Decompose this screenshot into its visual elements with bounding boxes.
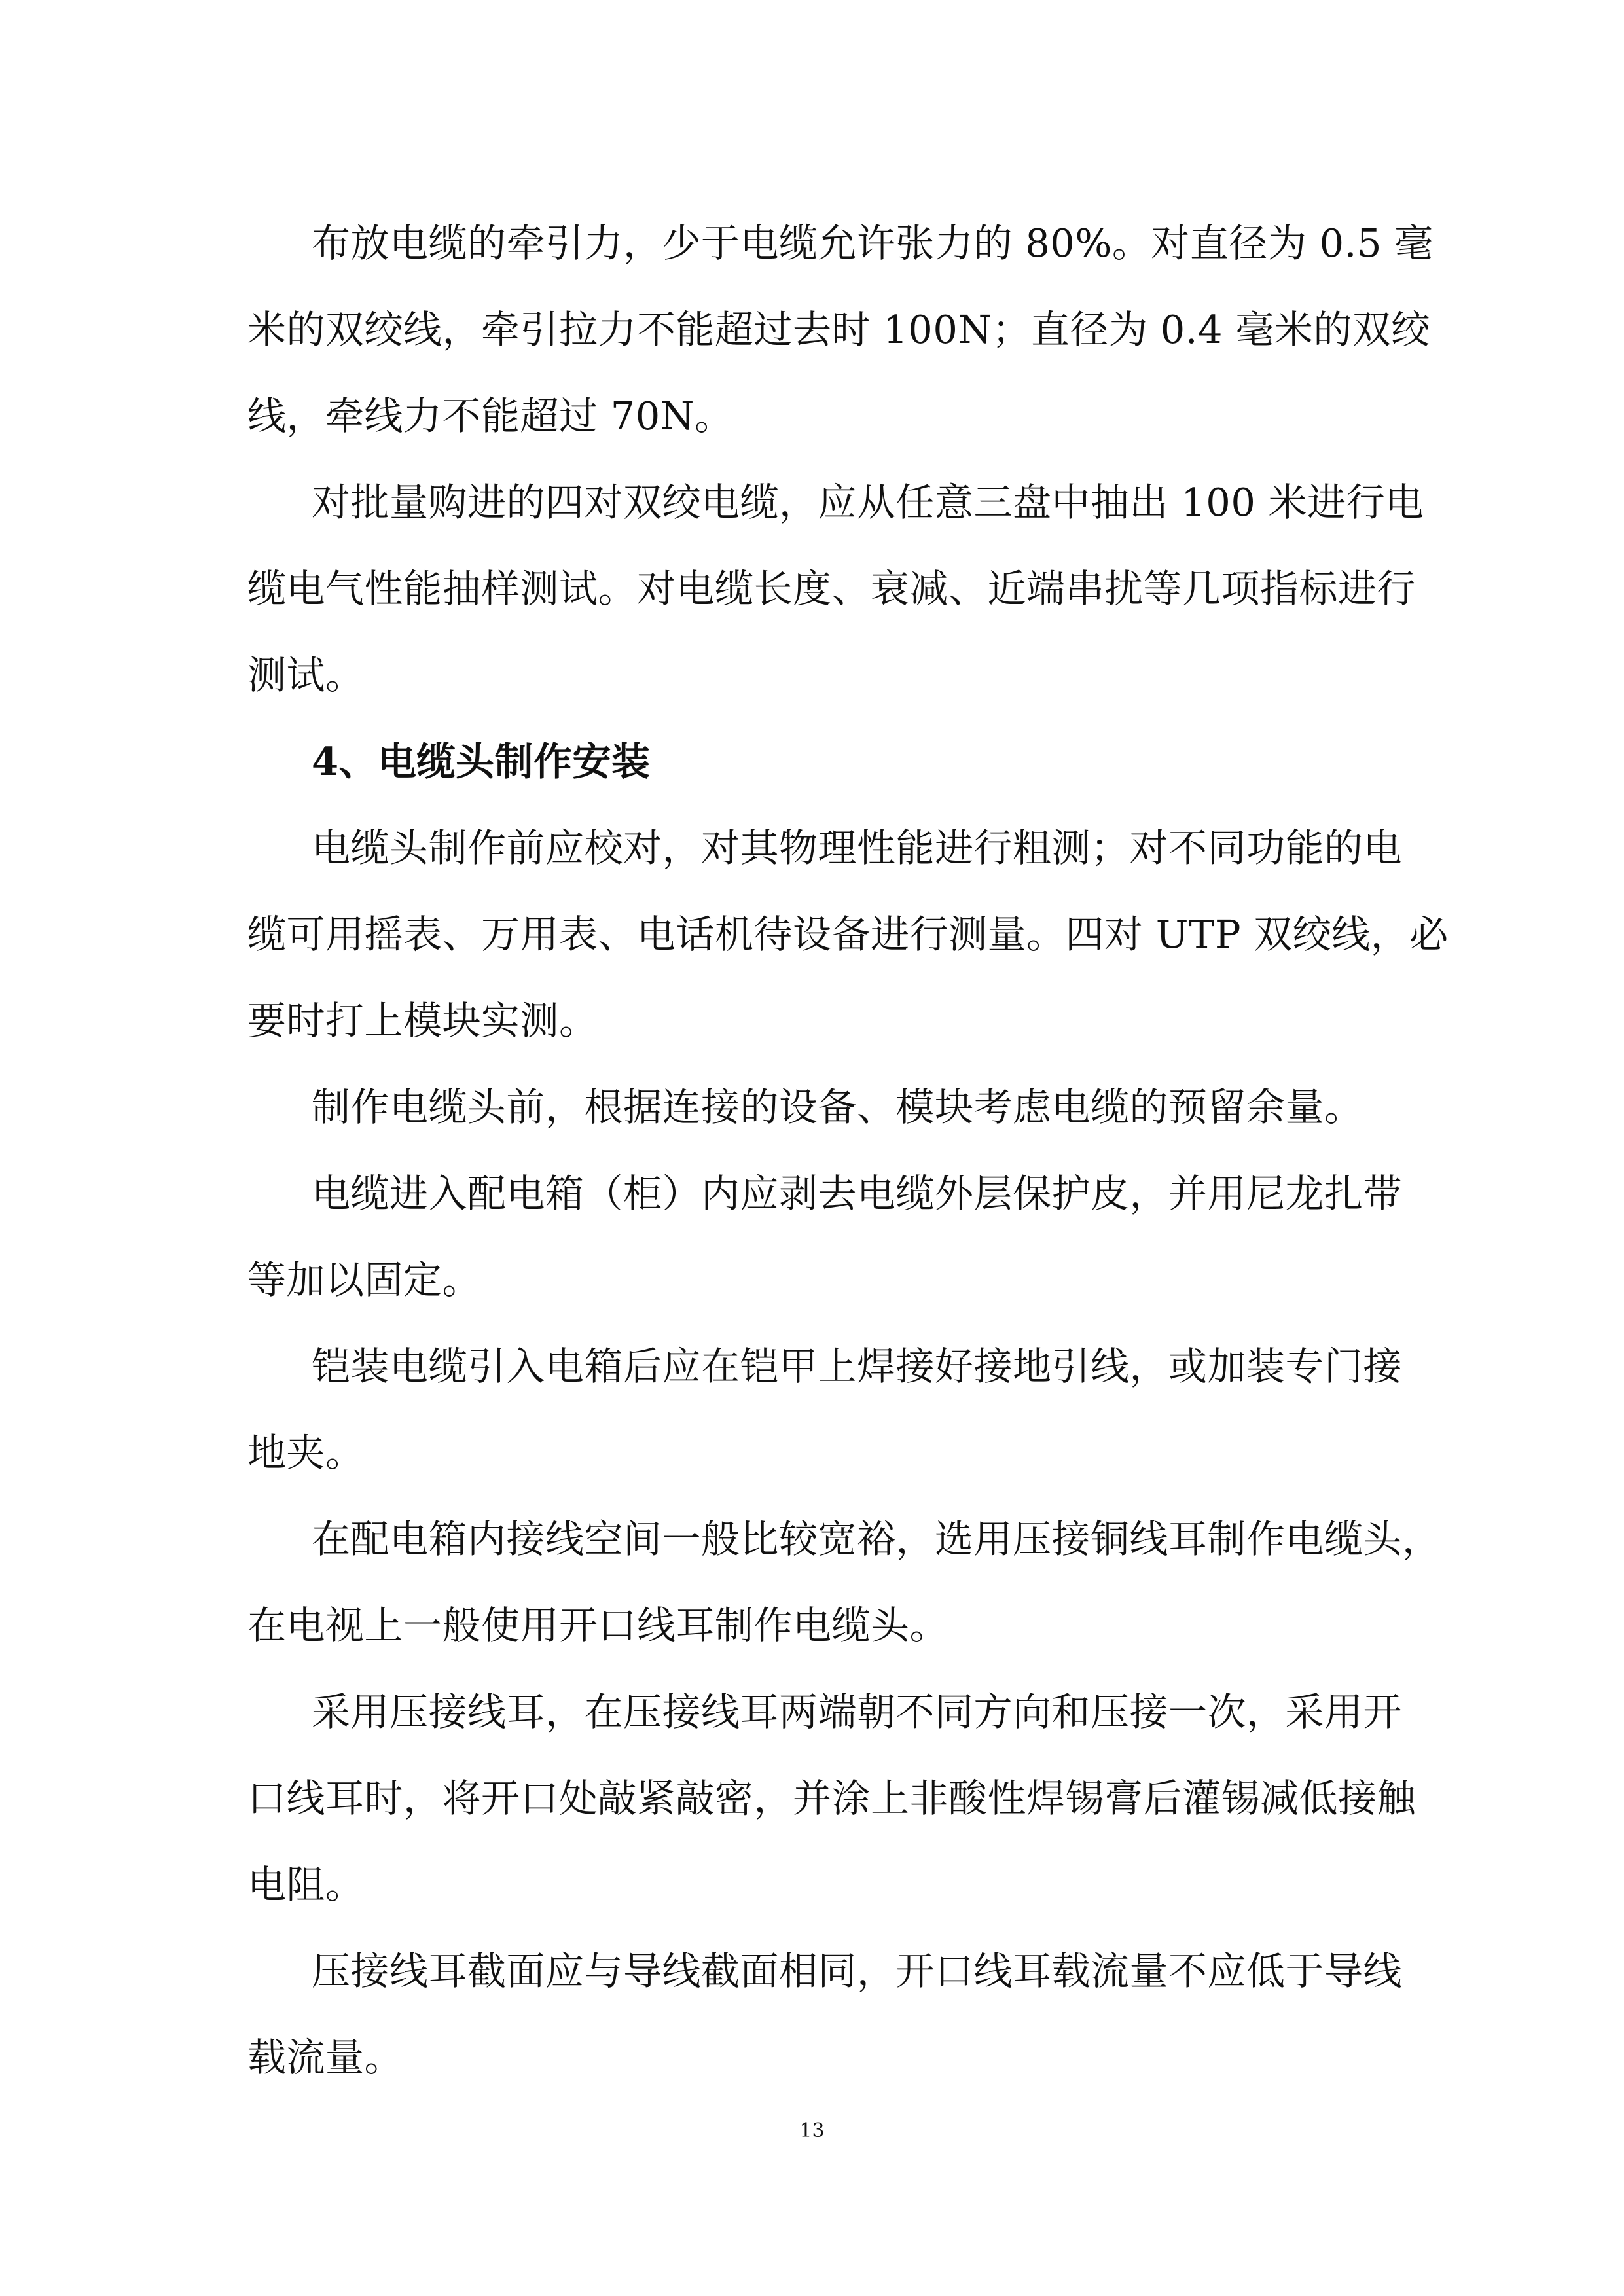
paragraph-line: 铠装电缆引入电箱后应在铠甲上焊接好接地引线，或加装专门接 [312, 1344, 1403, 1389]
paragraph-line: 电缆头制作前应校对，对其物理性能进行粗测；对不同功能的电 [312, 825, 1403, 870]
paragraph-line: 米的双绞线，牵引拉力不能超过去时 100N；直径为 0.4 毫米的双绞 [247, 307, 1430, 352]
paragraph-line: 口线耳时，将开口处敲紧敲密，并涂上非酸性焊锡膏后灌锡减低接触 [247, 1776, 1416, 1821]
paragraph-line: 在配电箱内接线空间一般比较宽裕，选用压接铜线耳制作电缆头， [312, 1516, 1441, 1562]
paragraph-line: 要时打上模块实测。 [247, 998, 598, 1043]
paragraph-line: 压接线耳截面应与导线截面相同，开口线耳载流量不应低于导线 [312, 1948, 1403, 1994]
section-heading: 4、电缆头制作安装 [312, 739, 651, 784]
page-number: 13 [799, 2119, 825, 2142]
paragraph-line: 等加以固定。 [247, 1257, 482, 1302]
paragraph-line: 线，牵线力不能超过 70N。 [247, 393, 734, 439]
paragraph-line: 电阻。 [247, 1862, 365, 1907]
paragraph-line: 测试。 [247, 653, 365, 698]
paragraph-line: 制作电缆头前，根据连接的设备、模块考虑电缆的预留余量。 [312, 1085, 1363, 1130]
paragraph-line: 在电视上一般使用开口线耳制作电缆头。 [247, 1603, 949, 1648]
paragraph-line: 布放电缆的牵引力，少于电缆允许张力的 80%。对直径为 0.5 毫 [312, 221, 1434, 266]
paragraph-line: 缆电气性能抽样测试。对电缆长度、衰减、近端串扰等几项指标进行 [247, 566, 1416, 611]
paragraph-line: 采用压接线耳，在压接线耳两端朝不同方向和压接一次，采用开 [312, 1689, 1403, 1734]
paragraph-line: 缆可用摇表、万用表、电话机待设备进行测量。四对 UTP 双绞线，必 [247, 912, 1449, 957]
paragraph-line: 载流量。 [247, 2035, 404, 2080]
paragraph-line: 电缆进入配电箱（柜）内应剥去电缆外层保护皮，并用尼龙扎带 [312, 1171, 1403, 1216]
paragraph-line: 对批量购进的四对双绞电缆，应从任意三盘中抽出 100 米进行电 [312, 480, 1424, 525]
paragraph-line: 地夹。 [247, 1430, 365, 1475]
